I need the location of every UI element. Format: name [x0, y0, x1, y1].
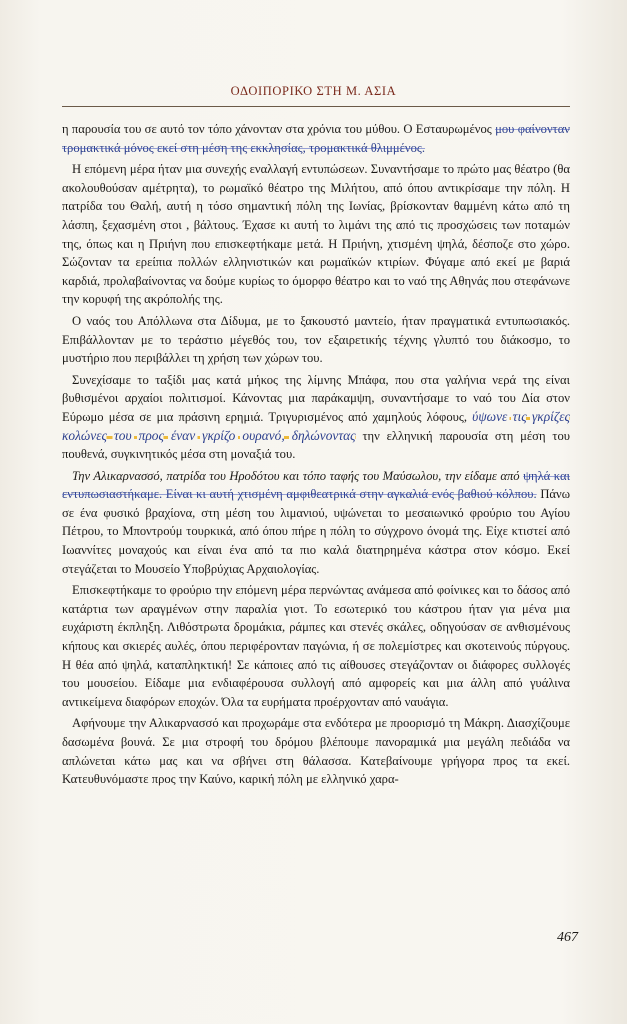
paragraph-4-highlight: ύψωνε τις γκρίζες κολώνες του προς έναν γκρίζο ουρανό, δηλώνοντας: [62, 408, 570, 443]
paragraph-6: [62, 581, 570, 711]
paragraph-3-text: Ο ναός του Απόλλωνα στα Δίδυμα, με το ξακουστό μαντείο, ήταν πραγματικά εντυπωσιακός. Επιβάλλονταν με το τεράστιο μέγεθός του, τον εξαιρετικής τέχνης γλυπτό του διάκοσμο, το μυστήριο που περιβάλλει τη χρήση των χώρων του.: [62, 313, 570, 366]
page-body: [62, 120, 570, 792]
paragraph-2: [62, 160, 570, 309]
header-rule: [62, 106, 570, 107]
paragraph-4-text: Συνεχίσαμε το ταξίδι μας κατά μήκος της λίμνης Μπάφα, που στα γαλήνια νερά της είναι βυθισμένοι αρχαίοι πολιτισμοί. Κάνοντας μια παράκαμψη, συναντήσαμε το ναό του Δία στον Εύρωμο μέσα σε μια πράσινη ερημιά. Τριγυρισμένος από χαμηλούς λόφους,: [62, 372, 570, 424]
running-title: ΟΔΟΙΠΟΡΙΚΟ ΣΤΗ Μ. ΑΣΙΑ: [230, 84, 397, 98]
page-number: 467: [557, 930, 578, 945]
paragraph-5-highlight: ψηλά και εντυπωσιαστήκαμε. Είναι κι αυτή χτισμένη αμφιθεατρικά στην αγκαλιά ενός βαθιού κόλπου.: [62, 468, 571, 502]
paragraph-1-text: η παρουσία του σε αυτό τον τόπο χάνονταν στα χρόνια του μύθου. Ο Εσταυρωμένος: [62, 122, 496, 136]
paragraph-7: [62, 714, 570, 788]
paragraph-4: [62, 371, 570, 464]
paragraph-4-text-end: την ελληνική παρουσία στη μέση του πουθενά, συγκινητικός μέσα στη μοναξιά του.: [62, 428, 570, 462]
paragraph-2-text: Η επόμενη μέρα ήταν μια συνεχής εναλλαγή εντυπώσεων. Συναντήσαμε το πρώτο μας θέατρο (θα ακολουθούσαν αμέτρητα), το ρωμαϊκό θέατρο της Μιλήτου, από όπου αντικρίσαμε την πόλη. Η πατρίδα του Θαλή, αυτή η τόσο σημαντική πόλη της Ιωνίας, βρίσκονταν θαμμένη κάτω από τη λάσπη, ξεχασμένη στοι , βάλτους. Έχασε κι αυτή το λιμάνι της από τις προσχώσεις των ποταμών της, όπως και η Πριήνη που επισκεφτήκαμε μετά. Η Πριήνη, χτισμένη ψηλά, δέσποζε στο χώρο. Σώζονταν τα ερείπια πολλών ελληνιστικών και ρωμαϊκών κτιρίων. Φύγαμε από εκεί με βαριά καρδιά, προλαβαίνοντας να δούμε κυρίως το όμορφο θέατρο και το ναό της Αθηνάς που στεφάνωνε την κορυφή της ακρόπολής της.: [62, 162, 570, 307]
paragraph-1-highlight: μου φαίνονταν τρομακτικά μόνος εκεί στη μέση της εκκλησίας, τρομακτικά θλιμμένος.: [62, 122, 570, 155]
paragraph-5-italic-text: Την Αλικαρνασσό, πατρίδα του Ηροδότου και τόπο ταφής του Μαύσωλου, την είδαμε από: [72, 468, 524, 483]
paragraph-1: [62, 120, 570, 157]
paragraph-5: [62, 467, 570, 579]
paragraph-5-text-end: Πάνω σε ένα φυσικό βραχίονα, στη μέση του λιμανιού, υψώνεται το μεσαιωνικό φρούριο του Αγίου Πέτρου, το Μποντρούμ τουρκικά, από όπου πήρε η πόλη το σύγχρονο όνομά της. Είχε κτιστεί από Ιωαννίτες μοναχούς και είναι ένα από τα πιο καλά διατηρημένα κάστρα στον κόσμο. Εκεί στεγάζεται το Μουσείο Υποβρύχιας Αρχαιολογίας.: [62, 487, 570, 576]
paragraph-7-text: Αφήνουμε την Αλικαρνασσό και προχωράμε στα ενδότερα με προορισμό τη Μάκρη. Διασχίζουμε δασωμένα βουνά. Σε μια στροφή του δρόμου βλέπουμε πανοραμικά μια μεγάλη πεδιάδα να απλώνεται κάτω μας και να σβήνει στη θάλασσα. Κατεβαίνουμε γρήγορα προς τα εκεί. Κατευθυνόμαστε προς την Καύνο, καρική πόλη με ελληνικό χαρα-: [62, 716, 570, 787]
paragraph-3: [62, 312, 570, 368]
paragraph-6-text: Επισκεφτήκαμε το φρούριο την επόμενη μέρα περνώντας ανάμεσα από φοίνικες και το δάσος από κατάρτια των αραγμένων στην παραλία γιοτ. Το εσωτερικό του κάστρου ήταν για μένα μια ευχάριστη έκπληξη. Λιθόστρωτα δρομάκια, ράμπες και στενές σκάλες, οδηγούσαν σε ανθισμένους κήπους και σκιερές αυλές, όπου περιφέρονταν παγώνια, ή σε πολεμίστρες και σκοτεινούς πύργους. Η θέα από ψηλά, καταπληκτική! Σε κάποιες από τις αίθουσες στεγάζονταν οι διάφορες συλλογές του μουσείου. Είδαμε μια ενδιαφέρουσα συλλογή από αμφορείς και μια άλλη από γυάλινα αντικείμενα διαφόρων εποχών. Όλα τα ευρήματα προέρχονταν από ναυάγια.: [62, 583, 570, 709]
